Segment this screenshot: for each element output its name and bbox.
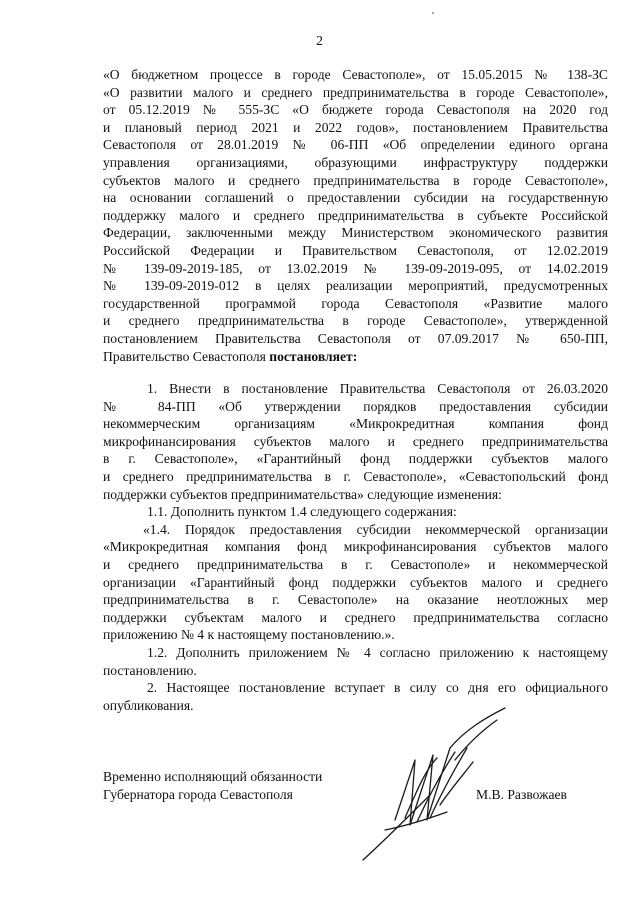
item-1-line: и среднего предпринимательства в г. Севастополе», «Севастопольский фонд	[103, 468, 608, 484]
item-1-line: поддержки субъектов предпринимательства» следующие изменения:	[103, 486, 502, 502]
decree-items	[103, 380, 608, 714]
item-1-line: в г. Севастополе», «Гарантийный фонд поддержки субъектов малого	[103, 451, 608, 467]
item-1-line: 1. Внести в постановление Правительства Севастополя от 26.03.2020	[147, 381, 608, 396]
text-line: постановлением Правительства Севастополя от 07.09.2017 № 650-ПП,	[103, 330, 608, 346]
text-line-last	[103, 348, 608, 366]
signatory-title	[103, 768, 322, 803]
signatory-title-line: Губернатора города Севастополя	[103, 786, 293, 802]
handwritten-signature	[355, 700, 515, 870]
text-line: Российской Федерации и Правительством Севастополя, от 12.02.2019	[103, 242, 608, 258]
decree-keyword: постановляет:	[269, 348, 358, 364]
text-line: и плановый период 2021 и 2022 годов», постановлением Правительства	[103, 119, 608, 135]
item-2-line: опубликования.	[103, 697, 194, 713]
text-line: Федерации, заключенными между Министерством экономического развития	[103, 225, 608, 241]
item-1-4-line: «1.4. Порядок предоставления субсидии некоммерческой организации	[143, 521, 608, 537]
item-1-4-line: «Микрокредитная компания фонд микрофинансирования субъектов малого	[103, 539, 608, 555]
text-line: государственной программой города Севастополя «Развитие малого	[103, 295, 608, 311]
signatory-title-line: Временно исполняющий обязанности	[103, 769, 323, 784]
item-1-line: микрофинансирования субъектов малого и среднего предпринимательства	[103, 433, 608, 449]
item-1-4-line: и среднего предпринимательства в г. Севастополе» и некоммерческой	[103, 556, 608, 572]
text-line: «О развитии малого и среднего предпринимательства в городе Севастополе»,	[103, 84, 608, 100]
item-1-1-line: 1.1. Дополнить пунктом 1.4 следующего содержания:	[147, 504, 457, 520]
page-number: 2	[316, 34, 323, 49]
text-line: и среднего предпринимательства в городе Севастополе», утвержденной	[103, 313, 608, 329]
item-1-2-line: 1.2. Дополнить приложением № 4 согласно приложению к настоящему	[147, 644, 608, 660]
signatory-name: М.В. Развожаев	[476, 787, 567, 802]
item-1-4-line: поддержки субъектам малого и среднего предпринимательства согласно	[103, 609, 608, 625]
item-1-2-line: постановлению.	[103, 662, 197, 678]
item-1-4-line: приложению № 4 к настоящему постановлению.».	[103, 627, 395, 643]
text-line: поддержку малого и среднего предпринимательства в субъекте Российской	[103, 207, 608, 223]
text-line: № 139-09-2019-185, от 13.02.2019 № 139-09-2019-095, от 14.02.2019	[103, 260, 608, 276]
preamble-last-text: Правительство Севастополя	[103, 348, 270, 364]
item-1-line: № 84-ПП «Об утверждении порядков предоставления субсидии	[103, 398, 608, 414]
text-line: управления организациями, образующими инфраструктуру поддержки	[103, 154, 608, 170]
text-line: от 05.12.2019 № 555-ЗС «О бюджете города Севастополя на 2020 год	[103, 102, 608, 118]
item-1-4-line: предпринимательства в г. Севастополе» на оказание неотложных мер	[103, 592, 608, 608]
preamble-paragraph	[103, 66, 608, 365]
item-2-line: 2. Настоящее постановление вступает в силу со дня его официального	[147, 680, 608, 696]
text-line: субъектов малого и среднего предпринимательства в городе Севастополе»,	[103, 172, 608, 188]
scan-speck	[432, 12, 434, 14]
text-line: № 139-09-2019-012 в целях реализации мероприятий, предусмотренных	[103, 278, 608, 294]
text-line: на основании соглашений о предоставлении субсидии на государственную	[103, 190, 608, 206]
text-line: «О бюджетном процессе в городе Севастополе», от 15.05.2015 № 138-ЗС	[103, 67, 608, 82]
item-1-line: некоммерческим организациям «Микрокредитная компания фонд	[103, 416, 608, 432]
item-1-4-line: организации «Гарантийный фонд поддержки субъектов малого и среднего	[103, 574, 608, 590]
text-line: Севастополя от 28.01.2019 № 06-ПП «Об определении единого органа	[103, 137, 608, 153]
